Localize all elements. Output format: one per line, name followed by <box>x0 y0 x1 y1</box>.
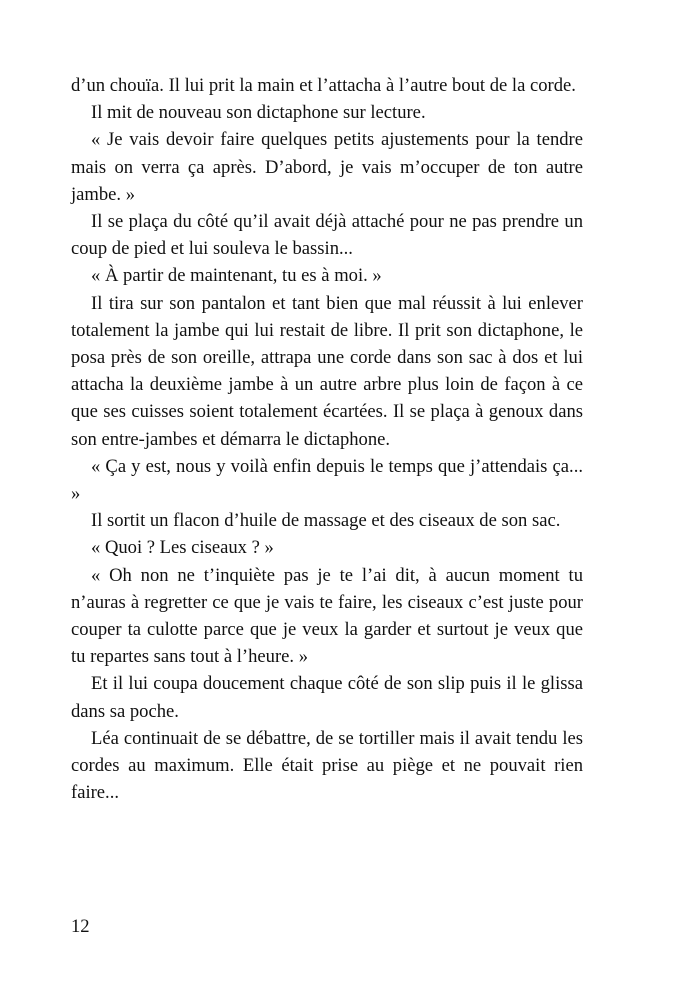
paragraph-12: Léa continuait de se débattre, de se tortiller mais il avait tendu les cordes au maximum. Elle était prise au piège et ne pouvait rien faire... <box>71 727 583 804</box>
paragraph-11: Et il lui coupa doucement chaque côté de son slip puis il le glissa dans sa poche. <box>71 673 583 722</box>
paragraph-8: Il sortit un flacon d’huile de massage et des ciseaux de son sac. <box>91 510 561 532</box>
paragraph-7: « Ça y est, nous y voilà enfin depuis le temps que j’attendais ça... » <box>71 455 583 505</box>
paragraph-3: « Je vais devoir faire quelques petits ajustements pour la tendre mais on verra ça après. D’abord, je vais m’occuper de ton autre jambe. » <box>71 129 583 205</box>
paragraph-5: « À partir de maintenant, tu es à moi. » <box>91 265 382 287</box>
paragraph-9: « Quoi ? Les ciseaux ? » <box>91 537 274 559</box>
paragraph-2: Il mit de nouveau son dictaphone sur lecture. <box>91 102 426 124</box>
page-number: 12 <box>71 916 90 937</box>
body-text <box>71 72 583 806</box>
paragraph-4: Il se plaça du côté qu’il avait déjà attaché pour ne pas prendre un coup de pied et lui souleva le bassin... <box>71 211 583 260</box>
paragraph-6: Il tira sur son pantalon et tant bien que mal réussit à lui enlever totalement la jambe qui lui restait de libre. Il prit son dictaphone, le posa près de son oreille, attrapa une corde dans son sac à dos et lui attacha la deuxième jambe à un autre arbre plus loin de façon à ce que ses cuisses soient totalement écartées. Il se plaça à genoux dans son entre-jambes et démarra le dictaphone. <box>71 292 583 450</box>
paragraph-1: d’un chouïa. Il lui prit la main et l’attacha à l’autre bout de la corde. <box>71 75 576 96</box>
paragraph-10: « Oh non ne t’inquiète pas je te l’ai dit, à aucun moment tu n’auras à regretter ce que je vais te faire, les ciseaux c’est juste pour couper ta culotte parce que je veux la garder et surtout je veux que tu repartes sans tout à l’heure. » <box>71 564 583 668</box>
